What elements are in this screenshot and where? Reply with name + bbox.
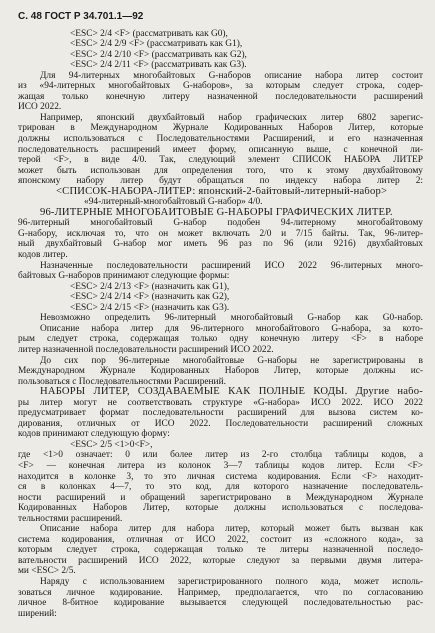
text-line: Международном Журнале Кодированных Наборов Литер, которые должны ис- [18, 366, 423, 377]
text-line: Наряду с использованием зарегистрированного полного кода, может исполь- [40, 576, 423, 587]
text-line: «94-литерный-многобайтовый G-набор» 4/0. [84, 197, 263, 208]
text-line: ности расширений и обращений зарегистрировано в Международном Журнале [18, 492, 423, 503]
text-line: пользоваться с Последовательностями Расширений. [18, 376, 226, 387]
text-line: ся в колонках 4—7, то это код, для которого назначение последователь- [18, 482, 423, 493]
text-line: <ESC> 2/4 2/11 <F> (рассматривать как G3). [70, 60, 247, 71]
text-line: находится в колонке 3, то это личная система кодирования. Если <F> находит- [18, 471, 423, 482]
text-line: ми <ESC> 2/5. [18, 566, 76, 577]
text-line: НАБОРЫ ЛИТЕР, СОЗДАВАЕМЫЕ КАК ПОЛНЫЕ КОДЫ. Другие набо- [40, 387, 423, 398]
text-line: Кодированных Наборов Литер, которые должны использоваться с последова- [18, 503, 423, 514]
text-line: ный двухбайтовый G-набор мог иметь 96 раз по 96 (или 9216) двухбайтовых [18, 239, 423, 250]
text-line: <ESC> 2/4 2/14 <F> (назначить как G2), [70, 292, 230, 303]
text-line: 96-литерный многобайтовый G-набор подобен 94-литерному многобайтовому [18, 218, 423, 229]
text-line: <СПИСОК-НАБОРА-ЛИТЕР: японский-2-байтовый-литерный-набор> [56, 186, 388, 197]
text-line: литер назначенной последовательности расширений ИСО 2022. [18, 344, 274, 355]
text-line: должны использоваться с Последовательностями Расширений, и его назначенная [18, 134, 423, 145]
text-line: <ESC> 2/4 2/15 <F> (назначить как G3). [70, 302, 230, 313]
text-line: 96-ЛИТЕРНЫЕ МНОГОБАЙТОВЫЕ G-НАБОРЫ ГРАФИЧЕСКИХ ЛИТЕР. [40, 207, 393, 218]
text-line: жащая только конечную литеру назначенной последовательности расширений [18, 91, 423, 102]
text-line: ширений: [18, 608, 57, 619]
text-line: система кодирования, отличная от ИСО 2022, состоит из «сложного кода», за [18, 534, 423, 545]
text-line: Например, японский двухбайтовый набор графических литер 6802 зарегис- [40, 112, 423, 123]
text-line: байтовых G-наборов принимают следующие формы: [18, 271, 230, 282]
text-line: терой <F>, в виде 4/0. Так, следующий элемент СПИСОК НАБОРА ЛИТЕР [18, 155, 423, 166]
text-line: кодов литер. [18, 250, 68, 261]
text-line: из «94-литерных многобайтовых G-наборов», за которым следует строка, содер- [18, 81, 423, 92]
text-line: личное 8-битное кодирование вызывается следующей последовательностью рас- [18, 598, 423, 609]
page-header: С. 48 ГОСТ Р 34.701.1—92 [18, 11, 144, 22]
text-line: <ESC> 2/5 <1>0<F>, [70, 439, 153, 450]
text-line: может быть использован для определения того, что к этому двухбайтовому [18, 165, 423, 176]
text-line: японскому набору литер будут обращаться по индексу набора литер 2: [18, 176, 423, 187]
text-line: <ESC> 2/4 2/13 <F> (назначить как G1), [70, 281, 230, 292]
text-line: ИСО 2022. [18, 102, 62, 113]
text-line: Назначенные последовательности расширений ИСО 2022 96-литерных много- [40, 260, 423, 271]
text-line: трирован в Международном Журнале Кодированных Наборов Литер, которые [18, 123, 423, 134]
text-line: <ESC> 2/4 2/10 <F> (рассматривать как G2), [70, 49, 247, 60]
text-line: зоваться личное кодирование. Например, предполагается, что по согласованию [18, 587, 423, 598]
text-line: До сих пор 96-литерные многобайтовые G-наборы не зарегистрированы в [40, 355, 423, 366]
text-line: дирования, отличных от ИСО 2022. Последовательности расширений сложных [18, 418, 423, 429]
text-line: <ESC> 2/4 <F> (рассматривать как G0), [70, 28, 228, 39]
text-line: кодов принимают следующую форму: [18, 429, 170, 440]
text-line: Невозможно определить 96-литерный многобайтовый G-набор как G0-набор. [40, 313, 423, 324]
text-line: G-набору, исключая то, что он может включать 2/0 и 7/15 байты. Так, 96-литер- [18, 228, 423, 239]
text-line: вательности расширений ИСО 2022, которые следуют за первыми двумя литера- [18, 555, 423, 566]
text-line: <F> — конечная литера из колонок 3—7 таблицы кодов литер. Если <F> [18, 460, 423, 471]
text-line: рым следует строка, содержащая только одну конечную литеру <F> в наборе [18, 334, 423, 345]
text-line: последовательность расширений имеет форму, описанную выше, с конечной ли- [18, 144, 423, 155]
document-body [18, 29, 423, 620]
text-line: <ESC> 2/4 2/9 <F> (рассматривать как G1), [70, 39, 243, 50]
text-line: Описание набора литер для 96-литерного многобайтового G-набора, за кото- [40, 323, 423, 334]
text-line: тельностями расширений. [18, 513, 123, 524]
text-line: где <1>0 означает: 0 или более литер из 2-го столбца таблицы кодов, а [18, 450, 423, 461]
text-line: ры литер могут не соответствовать структуре «G-набора» ИСО 2022. ИСО 2022 [18, 397, 423, 408]
text-line: которым следует строка, содержащая только те литеры назначенной последо- [18, 545, 423, 556]
text-line: Для 94-литерных многобайтовых G-наборов описание набора литер состоит [40, 70, 423, 81]
text-line: предусматривает формат последовательности расширений для вызова систем ко- [18, 408, 423, 419]
text-line: Описание набора литер для набора литер, который может быть вызван как [40, 524, 423, 535]
